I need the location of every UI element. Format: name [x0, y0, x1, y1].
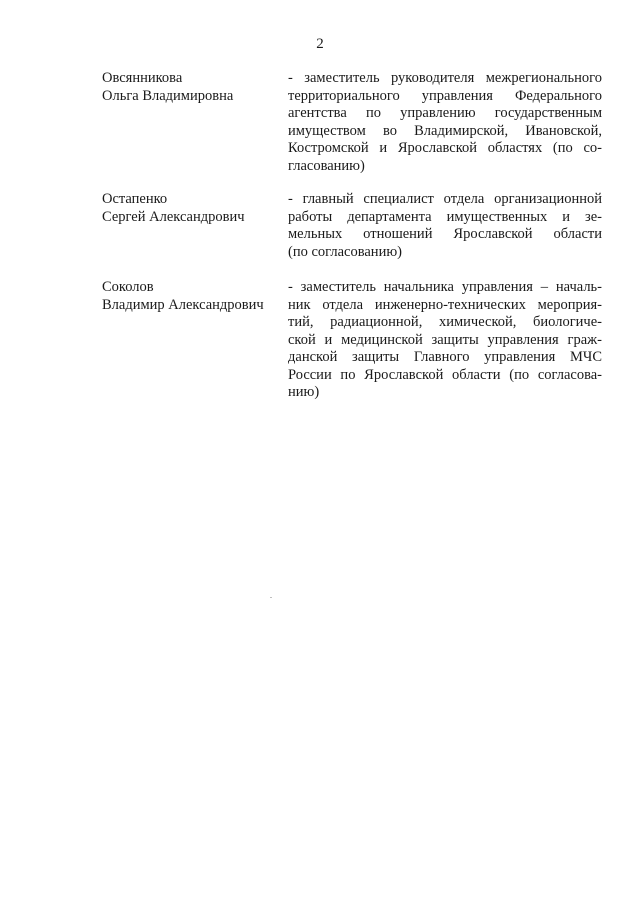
- position-line: ник отдела инженерно-технических мероприя-: [288, 296, 602, 313]
- position-line: тий, радиационной, химической, биологиче-: [288, 314, 602, 330]
- position-line: нию): [288, 384, 320, 400]
- page-number: 2: [316, 36, 324, 52]
- member-position: [288, 191, 602, 261]
- member-position: [288, 70, 602, 175]
- position-line: имуществом во Владимирской, Ивановской,: [288, 122, 602, 139]
- position-line: Костромской и Ярославской областях (по со-: [288, 140, 602, 156]
- member-name: [102, 279, 282, 314]
- position-line: данской защиты Главного управления МЧС: [288, 349, 602, 365]
- member-given-names: Сергей Александрович: [102, 208, 245, 225]
- member-name: [102, 70, 282, 105]
- position-line: территориального управления Федерального: [288, 87, 602, 104]
- position-line: - заместитель руководителя межрегионального: [288, 70, 602, 86]
- member-position: [288, 279, 602, 402]
- position-line: России по Ярославской области (по согласова-: [288, 366, 602, 383]
- scan-speck: [270, 597, 272, 598]
- member-given-names: Владимир Александрович: [102, 296, 264, 313]
- member-surname: Остапенко: [102, 191, 168, 207]
- position-line: гласованию): [288, 157, 365, 174]
- position-line: мельных отношений Ярославской области: [288, 226, 602, 242]
- position-line: ской и медицинской защиты управления граж-: [288, 331, 602, 348]
- member-given-names: Ольга Владимировна: [102, 87, 234, 104]
- member-surname: Соколов: [102, 279, 154, 295]
- member-name: [102, 191, 282, 226]
- position-line: - главный специалист отдела организационной: [288, 191, 602, 207]
- position-line: (по согласованию): [288, 243, 402, 260]
- position-line: работы департамента имущественных и зе-: [288, 208, 602, 225]
- member-surname: Овсянникова: [102, 70, 183, 86]
- position-line: - заместитель начальника управления – началь-: [288, 279, 602, 295]
- position-line: агентства по управлению государственным: [288, 105, 602, 121]
